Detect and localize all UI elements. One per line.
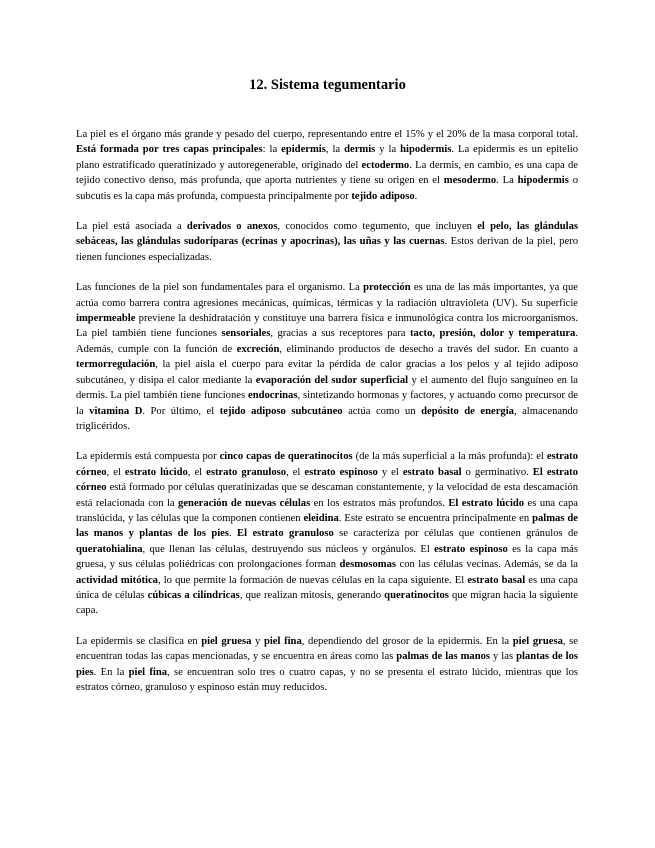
bold-term: piel fina <box>128 666 168 678</box>
text-run: es una de las más importantes, ya que actúa como barrera contra agresiones mecánicas, químicas, térmicas y la radiación ultravioleta (UV). Su superficie <box>76 282 578 309</box>
paragraph-3 <box>76 280 578 434</box>
bold-term: tejido adiposo <box>351 190 415 202</box>
text-run: , gracias a sus receptores para <box>270 328 411 340</box>
bold-term: el pelo, las glándulas sebáceas, las glándulas sudoríparas (ecrinas y apocrinas), las uñas y las cuernas <box>76 221 578 248</box>
text-run: . La epidermis es un epitelio plano estratificado queratinizado y autoregenerable, originado del <box>76 144 579 171</box>
bold-term: Está formada por tres capas principales <box>76 144 263 156</box>
bold-term: cúbicas a cilíndricas <box>147 589 240 601</box>
text-run: . La <box>496 175 518 187</box>
text-run: , se encuentran solo tres o cuatro capas, y no se presenta el estrato lúcido, mientras que los estratos córneo, granuloso y espinoso están muy reducidos. <box>76 666 578 693</box>
text-run: y el <box>377 466 403 478</box>
bold-term: ectodermo <box>361 159 410 171</box>
text-run: , eliminando productos de desecho a través del sudor. En cuanto a <box>279 343 578 355</box>
text-run: y las <box>490 651 517 663</box>
text-run: . <box>229 528 238 540</box>
text-run: La piel es el órgano más grande y pesado del cuerpo, representando entre el 15% y el 20% de la masa corporal total. <box>76 129 578 140</box>
text-run: , el <box>187 466 207 478</box>
bold-term: cinco capas de queratinocitos <box>219 451 353 463</box>
bold-term: piel gruesa <box>512 635 563 647</box>
text-run: , el <box>286 466 305 478</box>
text-run: La epidermis está compuesta por <box>76 451 220 463</box>
text-run: y <box>251 635 264 647</box>
bold-term: tejido adiposo subcutáneo <box>219 405 343 417</box>
bold-term: piel fina <box>263 635 302 647</box>
bold-term: El estrato lúcido <box>448 497 525 509</box>
text-run: . La dermis, en cambio, es una capa de tejido conectivo denso, más profunda, que aporta nutrientes y tiene su origen en el <box>76 159 578 187</box>
bold-term: desmosomas <box>339 559 397 571</box>
bold-term: estrato basal <box>467 574 526 586</box>
bold-term: hipodermis <box>517 175 569 187</box>
bold-term: generación de nuevas células <box>178 497 311 509</box>
bold-term: dermis <box>344 144 376 156</box>
bold-term: palmas de las manos y plantas de los pies <box>76 512 578 540</box>
text-run: , sintetizando hormonas y factores, y actuando como precursor de la <box>76 390 578 417</box>
bold-term: estrato espinoso <box>304 466 378 478</box>
bold-term: impermeable <box>76 313 136 325</box>
text-run: , almacenando triglicéridos. <box>76 405 578 432</box>
text-run: . Este estrato se encuentra principalmente en <box>338 512 533 524</box>
text-run: , la <box>325 144 345 156</box>
document-body <box>76 127 578 710</box>
bold-term: El estrato córneo <box>76 466 578 494</box>
page-title: 12. Sistema tegumentario <box>249 77 406 93</box>
text-run: . Además, cumple con la función de <box>76 328 578 355</box>
bold-term: endocrinas <box>248 390 298 402</box>
text-run: con las células vecinas. Además, se da la <box>396 559 579 571</box>
text-run: en los estratos más profundos. <box>310 497 449 509</box>
bold-term: evaporación del sudor superficial <box>255 374 409 386</box>
text-run: . Estos derivan de la piel, pero tienen funciones especializadas. <box>76 236 578 263</box>
paragraph-1 <box>76 127 578 204</box>
text-run: La piel está asociada a <box>76 221 187 233</box>
bold-term: hipodermis <box>400 144 452 156</box>
text-run: . Por último, el <box>142 405 220 417</box>
bold-term: plantas de los pies <box>76 651 578 678</box>
bold-term: queratohialina <box>76 543 143 555</box>
bold-term: queratinocitos <box>384 589 449 601</box>
text-run: se caracteriza por células que contienen gránulos de <box>333 528 578 540</box>
bold-term: termorregulación <box>76 359 156 371</box>
text-run: , conocidos como tegumento, que incluyen <box>277 221 478 233</box>
bold-term: estrato basal <box>402 466 462 478</box>
bold-term: estrato espinoso <box>434 543 508 555</box>
text-run: o germinativo. <box>461 466 533 478</box>
bold-term: protección <box>363 282 411 294</box>
text-run: , lo que permite la formación de nuevas células en la capa siguiente. El <box>157 574 468 586</box>
bold-term: actividad mitótica <box>76 574 158 586</box>
bold-term: vitamina D <box>89 405 143 417</box>
bold-term: sensoriales <box>221 328 271 340</box>
bold-term: tacto, presión, dolor y temperatura <box>410 328 576 340</box>
bold-term: depósito de energía <box>421 405 514 417</box>
paragraph-4 <box>76 449 578 618</box>
bold-term: derivados o anexos <box>186 221 278 233</box>
text-run: : la <box>262 144 282 156</box>
bold-term: estrato granuloso <box>206 466 287 478</box>
paragraph-2 <box>76 219 578 265</box>
text-run: está formado por células queratinizadas que se descaman constantemente, y la velocidad de esta descamación está relacionada con la <box>76 482 578 509</box>
text-run: o subcutis es la capa más profunda, compuesta principalmente por <box>76 175 578 202</box>
bold-term: eleidina <box>303 512 339 524</box>
bold-term: mesodermo <box>443 175 497 187</box>
bold-term: estrato lúcido <box>124 466 188 478</box>
text-run: , se encuentran todas las capas mencionadas, y se encuentra en áreas como las <box>76 635 578 663</box>
bold-term: estrato córneo <box>76 451 579 478</box>
bold-term: piel gruesa <box>201 635 252 647</box>
text-run: Las funciones de la piel son fundamentales para el organismo. La <box>76 282 364 294</box>
text-run: actúa como un <box>342 405 422 417</box>
text-run: . <box>414 190 418 202</box>
text-run: , el <box>106 466 125 478</box>
text-run: . En la <box>93 666 129 678</box>
text-run: es la capa más gruesa, y sus células poliédricas con prolongaciones forman <box>76 543 578 571</box>
paragraph-5 <box>76 634 578 696</box>
text-run: que migran hacia la siguiente capa. <box>76 589 578 617</box>
text-run: es una capa translúcida, y las células que la componen contienen <box>76 497 578 524</box>
bold-term: epidermis <box>281 144 326 156</box>
text-run: es una capa única de células <box>76 574 579 601</box>
text-run: La epidermis se clasifica en <box>76 635 202 647</box>
text-run: , que realizan mitosis, generando <box>239 589 385 601</box>
text-run: , dependiendo del grosor de la epidermis. En la <box>301 635 513 647</box>
text-run: previene la deshidratación y constituye una barrera física e inmunológica contra los microorganismos. La piel también tiene funciones <box>76 313 578 340</box>
bold-term: palmas de las manos <box>396 651 491 663</box>
text-run: y la <box>375 144 401 156</box>
text-run: (de la más superficial a la más profunda): el <box>352 451 547 463</box>
text-run: , que llenan las células, destruyendo sus núcleos y orgánulos. El <box>142 543 435 555</box>
text-run: y el aumento del flujo sanguíneo en la dermis. La piel también tiene funciones <box>76 374 578 402</box>
bold-term: El estrato granuloso <box>237 528 334 540</box>
bold-term: excreción <box>236 343 280 355</box>
text-run: , la piel aísla el cuerpo para evitar la pérdida de calor gracias a los pelos y al tejido adiposo subcutáneo, y disipa el calor mediante la <box>76 359 578 386</box>
